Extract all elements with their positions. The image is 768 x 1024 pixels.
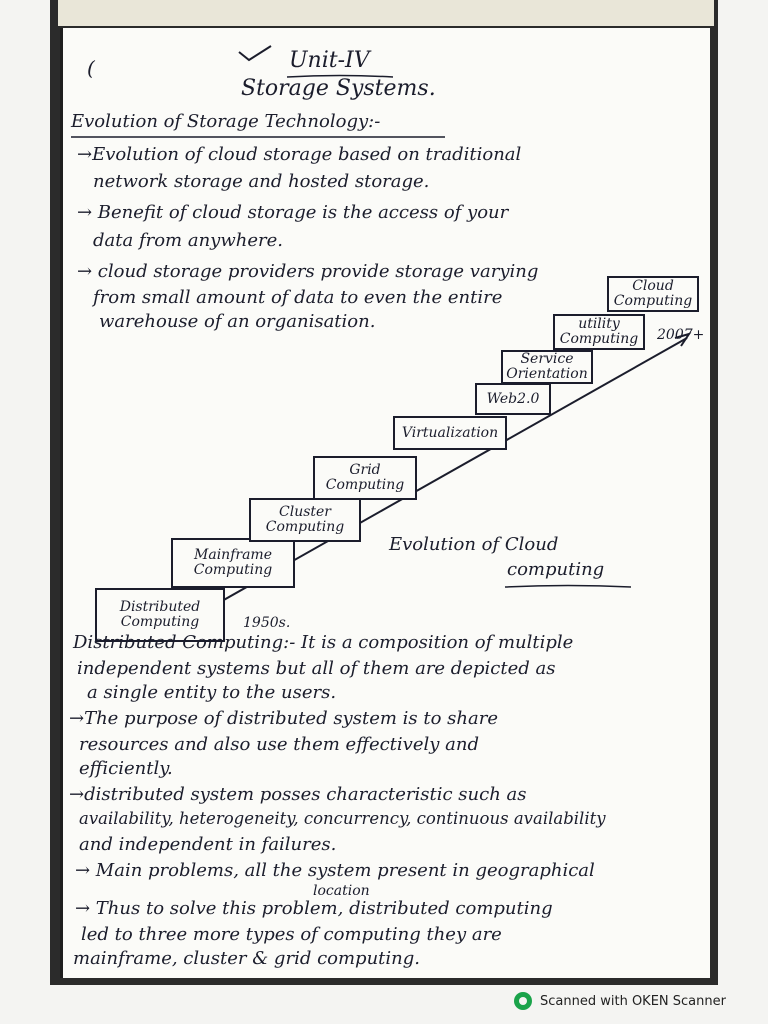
diagram-caption-line2: computing [507, 559, 605, 580]
okn-scanner-logo-icon [514, 992, 532, 1010]
step-service-orientation: Service Orientation [501, 350, 593, 384]
caption-underline [503, 584, 633, 590]
unit-heading: Unit-IV [289, 48, 370, 73]
note-line: warehouse of an organisation. [99, 311, 376, 332]
notebook-page [60, 28, 710, 978]
scanner-footer [514, 990, 726, 1012]
start-year-label: 1950s. [243, 615, 291, 631]
note-line: →The purpose of distributed system is to share [69, 708, 498, 729]
note-line: network storage and hosted storage. [93, 171, 430, 192]
note-line: → Benefit of cloud storage is the access of your [77, 202, 509, 223]
diagram-caption-line1: Evolution of Cloud [389, 534, 559, 555]
note-line: →Evolution of cloud storage based on traditional [77, 144, 522, 165]
note-line: availability, heterogeneity, concurrency, continuous availability [79, 809, 606, 828]
note-line: led to three more types of computing they are [81, 924, 502, 945]
note-line: resources and also use them effectively and [79, 734, 479, 755]
note-line: mainframe, cluster & grid computing. [73, 948, 420, 969]
step-utility-computing: utility Computing [553, 314, 645, 350]
page-top-edge [58, 0, 714, 26]
page-title: Storage Systems. [241, 76, 436, 101]
note-line: independent systems but all of them are depicted as [77, 658, 556, 679]
section-heading: Evolution of Storage Technology:- [71, 111, 381, 132]
note-line: location [313, 883, 370, 899]
step-cluster-computing: Cluster Computing [249, 498, 361, 542]
note-line: Distributed Computing:- It is a composition of multiple [73, 632, 574, 653]
note-line: efficiently. [79, 758, 173, 779]
step-cloud-computing: Cloud Computing [607, 276, 699, 312]
note-line: from small amount of data to even the entire [93, 287, 503, 308]
note-line: →distributed system posses characteristic such as [69, 784, 527, 805]
note-line: → Main problems, all the system present in geographical [75, 860, 595, 881]
end-year-label: 2007+ [657, 327, 705, 343]
margin-mark: ( [87, 56, 95, 80]
note-line: and independent in failures. [79, 834, 337, 855]
step-mainframe-computing: Mainframe Computing [171, 538, 295, 588]
note-line: data from anywhere. [93, 230, 283, 251]
step-grid-computing: Grid Computing [313, 456, 417, 500]
step-distributed-computing: Distributed Computing [95, 588, 225, 642]
scanner-text: Scanned with OKEN Scanner [540, 993, 726, 1009]
note-line: a single entity to the users. [87, 682, 337, 703]
step-virtualization: Virtualization [393, 416, 507, 450]
note-line: → Thus to solve this problem, distributed computing [75, 898, 553, 919]
note-line: → cloud storage providers provide storage varying [77, 261, 539, 282]
step-web2: Web2.0 [475, 383, 551, 415]
